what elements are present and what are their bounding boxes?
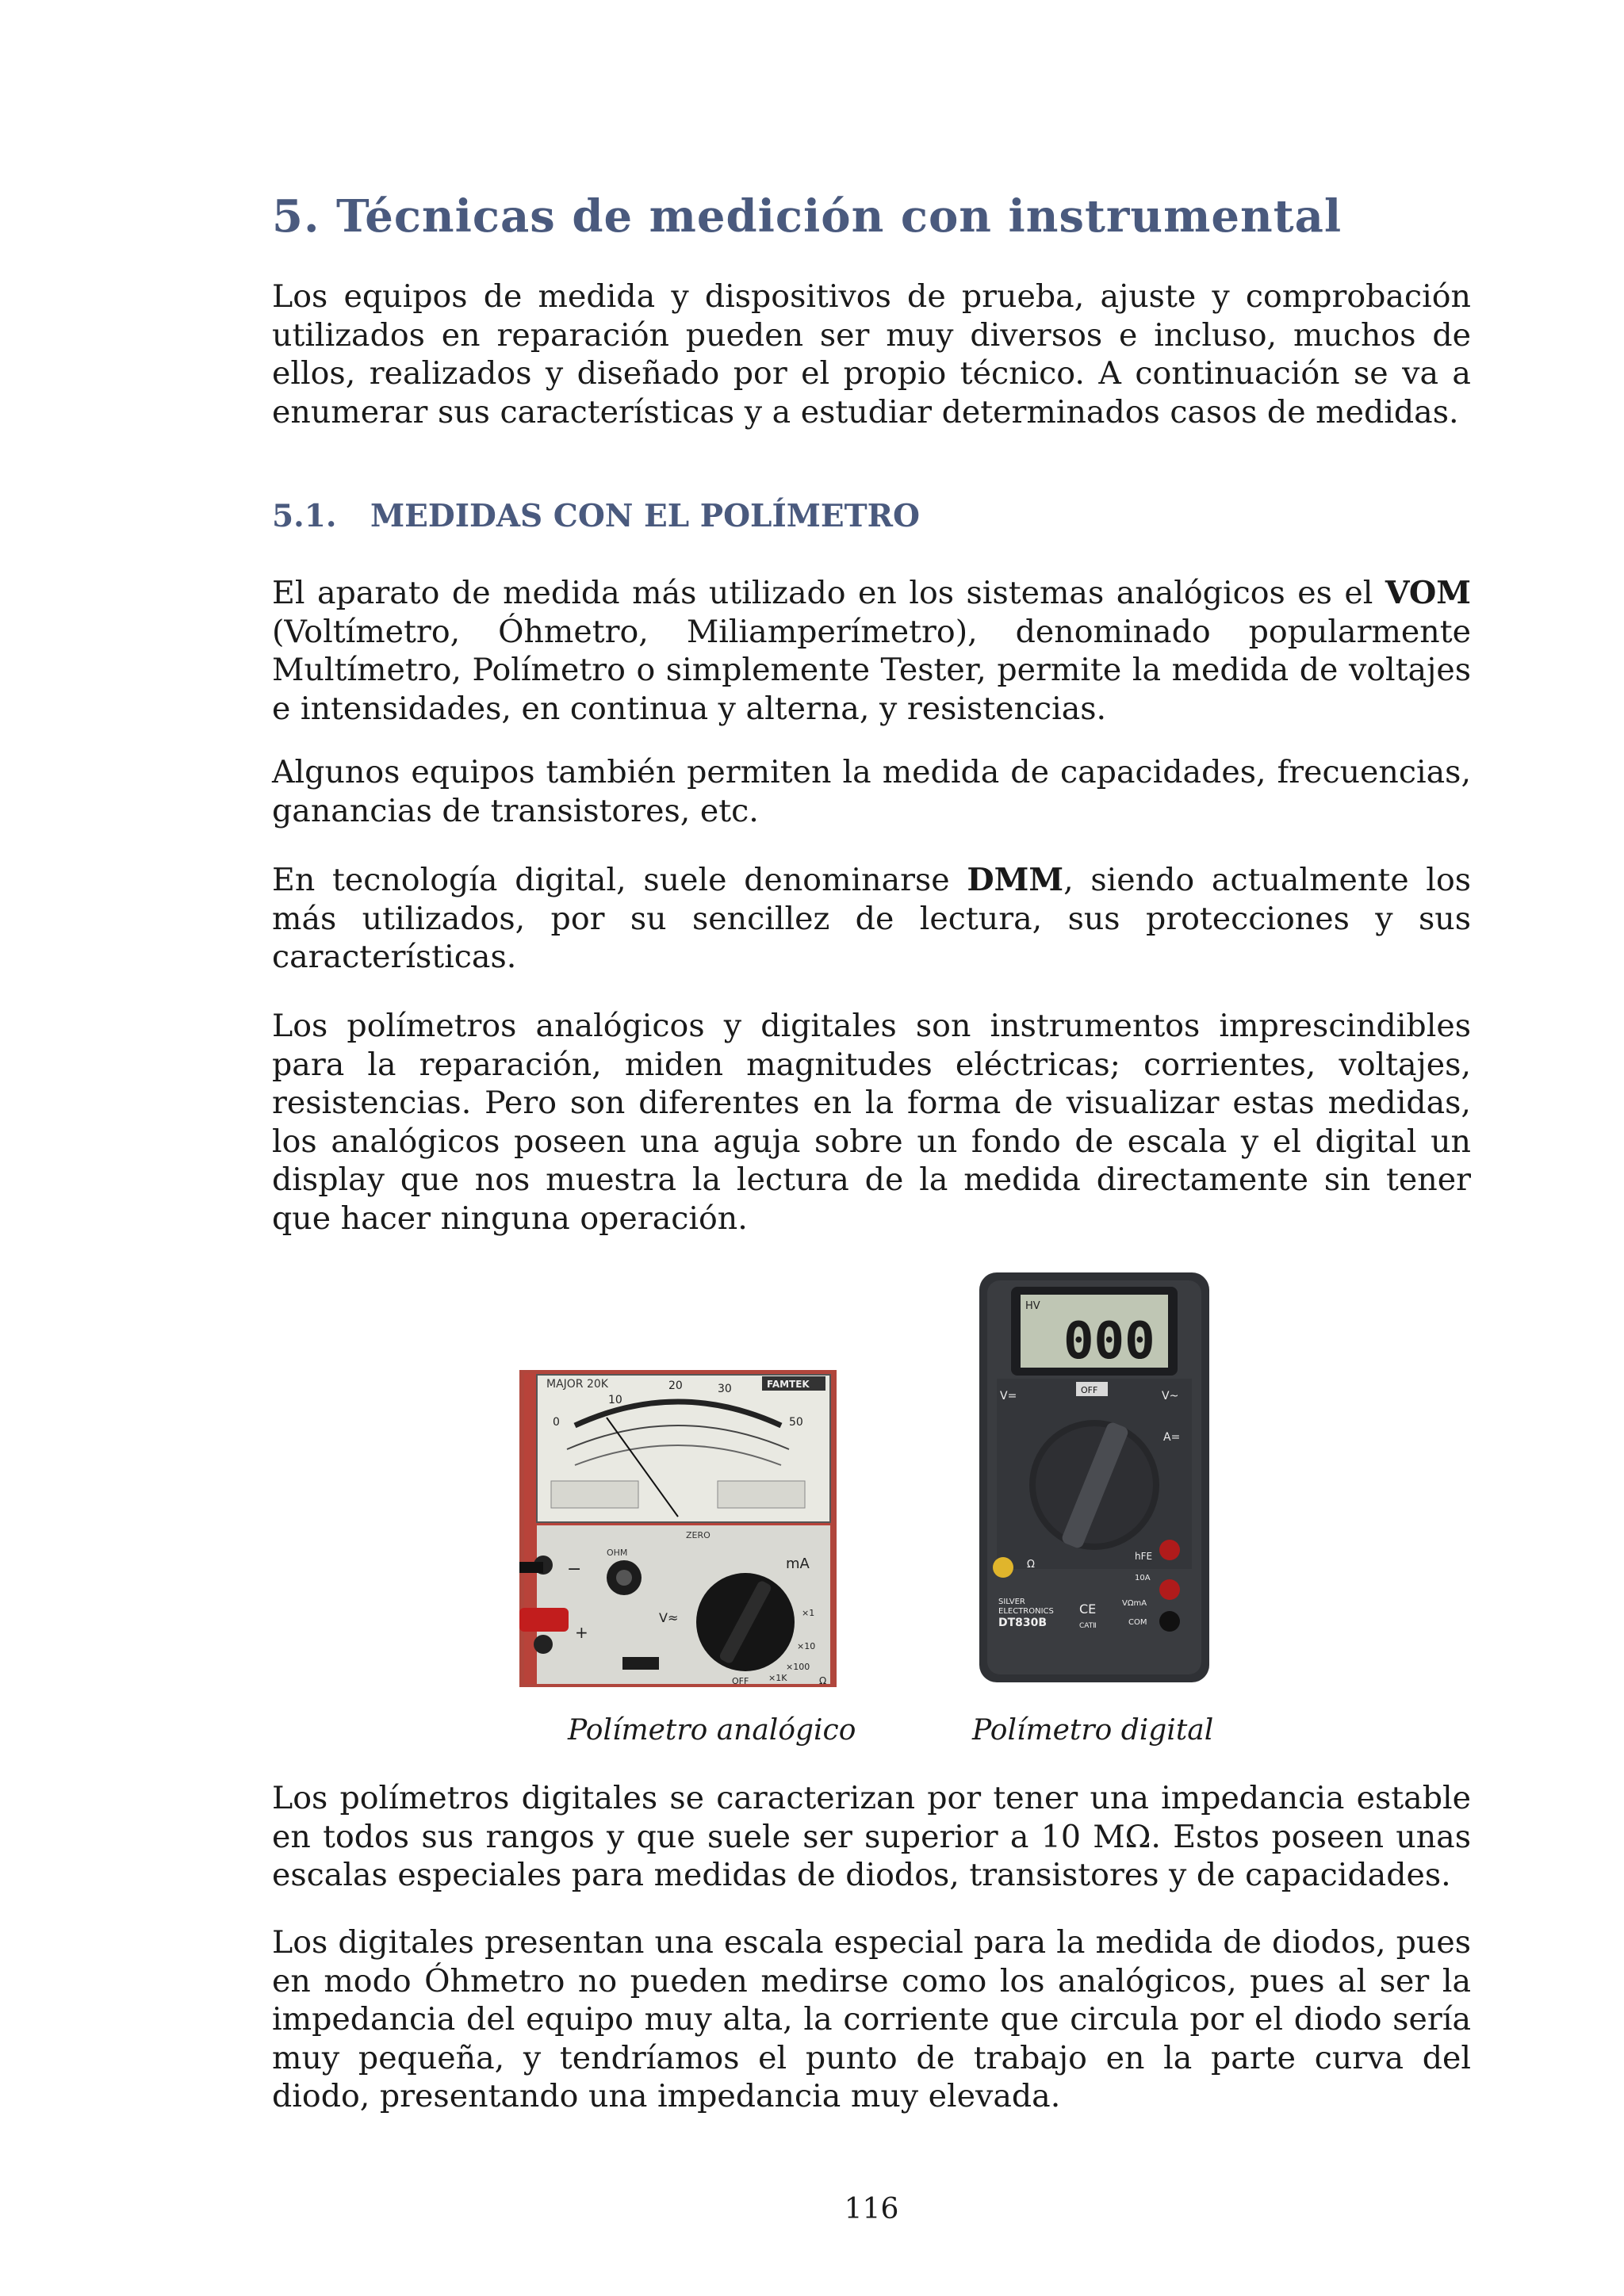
section-number: 5.1. — [272, 498, 337, 534]
analog-ma-label: mA — [786, 1556, 810, 1572]
dmm-ce-mark: CE — [1079, 1601, 1097, 1617]
dmm-vac-label: V~ — [1162, 1390, 1179, 1402]
input-jack-plus[interactable] — [534, 1635, 553, 1654]
polarity-switch[interactable] — [622, 1657, 659, 1670]
jack-com[interactable] — [1159, 1611, 1180, 1632]
jack-10a[interactable] — [1159, 1540, 1180, 1560]
analog-scale-30: 30 — [718, 1383, 732, 1395]
lcd-hv-label: HV — [1025, 1300, 1040, 1312]
section-title: MEDIDAS CON EL POLÍMETRO — [370, 498, 921, 534]
analog-x10: ×10 — [797, 1641, 816, 1651]
dmm-model: DT830B — [998, 1617, 1048, 1629]
paragraph-diode-scale: Los digitales presentan una escala especial para la medida de diodos, pues en modo Óhmetro no pueden medirse como los analógicos, pues al ser la impedancia del equipo muy alta, la corriente que circula por el diodo sería muy pequeña, y tendríamos el punto de trabajo en la parte curva del diodo, presentando una impedancia muy elevada. — [272, 1924, 1471, 2114]
analog-maker: FAMTEK — [767, 1379, 810, 1390]
analog-minus: − — [567, 1559, 582, 1579]
paragraph-dmm-end: , siendo actualmente los más utilizados, por su sencillez de lectura, sus protecciones y sus características. — [272, 862, 1471, 975]
paragraph-dmm-start: En tecnología digital, suele denominarse — [272, 862, 967, 898]
dmm-vdc-label: V= — [1000, 1390, 1017, 1402]
analog-multimeter-image — [519, 1370, 837, 1687]
analog-x100: ×100 — [786, 1662, 810, 1672]
dmm-hfe-label: hFE — [1135, 1551, 1153, 1562]
caption-digital: Polímetro digital — [972, 1714, 1214, 1747]
dmm-off-label: OFF — [1081, 1385, 1098, 1395]
analog-brand: MAJOR 20K — [546, 1378, 608, 1391]
dmm-com-label: COM — [1128, 1618, 1147, 1627]
digital-multimeter-image — [979, 1272, 1209, 1682]
dmm-brand-line1: SILVER — [998, 1598, 1025, 1606]
analog-off-label: OFF — [732, 1676, 749, 1686]
analog-plus: + — [575, 1623, 588, 1642]
dmm-10a-label: 10A — [1135, 1574, 1151, 1582]
analog-zero-label: ZERO — [686, 1530, 710, 1540]
red-test-lead — [519, 1608, 569, 1632]
analog-v-label: V≈ — [659, 1610, 679, 1625]
dmm-vma-label: VΩmA — [1122, 1599, 1147, 1608]
analog-x1k: ×1K — [768, 1673, 787, 1683]
dmm-term: DMM — [967, 862, 1064, 898]
hfe-socket[interactable] — [993, 1557, 1013, 1578]
paragraph-vom-start: El aparato de medida más utilizado en los sistemas analógicos es el — [272, 575, 1385, 611]
dmm-omega-label: Ω — [1027, 1559, 1035, 1571]
analog-scale-0: 0 — [553, 1416, 560, 1429]
dmm-brand-line2: ELECTRONICS — [998, 1607, 1054, 1616]
section-heading — [272, 498, 1471, 534]
intro-paragraph: Los equipos de medida y dispositivos de prueba, ajuste y comprobación utilizados en reparación pueden ser muy diversos e incluso, muchos de ellos, realizados y diseñado por el propio técnico. A continuación se va a enumerar sus características y a estudiar determinados casos de medidas. — [272, 278, 1471, 430]
paragraph-vom — [272, 574, 1471, 728]
lcd-reading: 000 — [1063, 1312, 1155, 1371]
page-number: 116 — [844, 2193, 899, 2225]
analog-omega: Ω — [819, 1675, 827, 1686]
vom-term: VOM — [1385, 575, 1471, 611]
paragraph-other-measures: Algunos equipos también permiten la medida de capacidades, frecuencias, ganancias de transistores, etc. — [272, 754, 1471, 829]
figure-area — [272, 1269, 1471, 1784]
paragraph-digital-impedance: Los polímetros digitales se caracterizan por tener una impedancia estable en todos sus rangos y que suele ser superior a 10 MΩ. Estos poseen unas escalas especiales para medidas de diodos, transistores y de capacidades. — [272, 1780, 1471, 1893]
dmm-adc-label: A= — [1163, 1431, 1181, 1444]
dmm-cat-label: CATⅡ — [1079, 1622, 1097, 1630]
caption-analog: Polímetro analógico — [568, 1714, 856, 1747]
analog-scale-10: 10 — [608, 1394, 622, 1406]
paragraph-dmm — [272, 861, 1471, 977]
analog-scale-20: 20 — [668, 1380, 683, 1392]
chapter-title: 5. Técnicas de medición con instrumental — [272, 190, 1342, 243]
analog-ohm-label: OHM — [607, 1548, 628, 1558]
paragraph-vom-end: (Voltímetro, Óhmetro, Miliamperímetro), denominado popularmente Multímetro, Polímetro o simplemente Tester, permite la medida de voltajes e intensidades, en continua y alterna, y resistencias. — [272, 613, 1471, 727]
analog-scale-50: 50 — [789, 1416, 803, 1429]
jack-vohm[interactable] — [1159, 1579, 1180, 1600]
paragraph-comparison: Los polímetros analógicos y digitales son instrumentos imprescindibles para la reparación, miden magnitudes eléctricas; corrientes, voltajes, resistencias. Pero son diferentes en la forma de visualizar estas medidas, los analógicos poseen una aguja sobre un fondo de escala y el digital un display que nos muestra la lectura de la medida directamente sin tener que hacer ninguna operación. — [272, 1008, 1471, 1237]
analog-x1: ×1 — [802, 1608, 815, 1618]
